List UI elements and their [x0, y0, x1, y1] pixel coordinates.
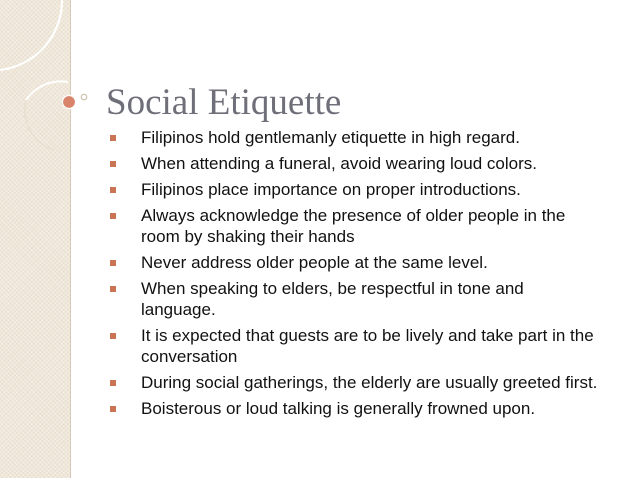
square-bullet-icon [110, 187, 116, 193]
bullet-text: Never address older people at the same level. [141, 253, 488, 272]
bullet-item [108, 179, 600, 200]
bullet-item [108, 372, 600, 393]
accent-dot [63, 96, 76, 109]
bullet-text: When speaking to elders, be respectful in tone and language. [141, 279, 524, 319]
bullet-item [108, 127, 600, 148]
bullet-text: Filipinos hold gentlemanly etiquette in high regard. [141, 128, 520, 147]
square-bullet-icon [110, 260, 116, 266]
bullet-text: Always acknowledge the presence of older people in the room by shaking their hands [141, 206, 566, 246]
bullet-text: When attending a funeral, avoid wearing loud colors. [141, 154, 537, 173]
square-bullet-icon [110, 161, 116, 167]
bullet-list [108, 127, 600, 424]
bullet-text: It is expected that guests are to be lively and take part in the conversation [141, 326, 594, 366]
small-arc-top [26, 81, 68, 100]
small-arc-bottom [25, 100, 54, 150]
slide-title: Social Etiquette [106, 82, 342, 123]
square-bullet-icon [110, 406, 116, 412]
square-bullet-icon [110, 333, 116, 339]
bullet-item [108, 252, 600, 273]
bullet-text: Filipinos place importance on proper introductions. [141, 180, 521, 199]
bullet-item [108, 278, 600, 320]
bullet-text: During social gatherings, the elderly are usually greeted first. [141, 373, 598, 392]
bullet-item [108, 398, 600, 419]
bullet-item [108, 153, 600, 174]
square-bullet-icon [110, 380, 116, 386]
large-arc [0, 0, 62, 70]
small-ring [81, 94, 87, 100]
decorative-circles [0, 0, 110, 160]
bullet-text: Boisterous or loud talking is generally frowned upon. [141, 399, 536, 418]
square-bullet-icon [110, 213, 116, 219]
bullet-item [108, 325, 600, 367]
square-bullet-icon [110, 286, 116, 292]
square-bullet-icon [110, 135, 116, 141]
bullet-item [108, 205, 600, 247]
